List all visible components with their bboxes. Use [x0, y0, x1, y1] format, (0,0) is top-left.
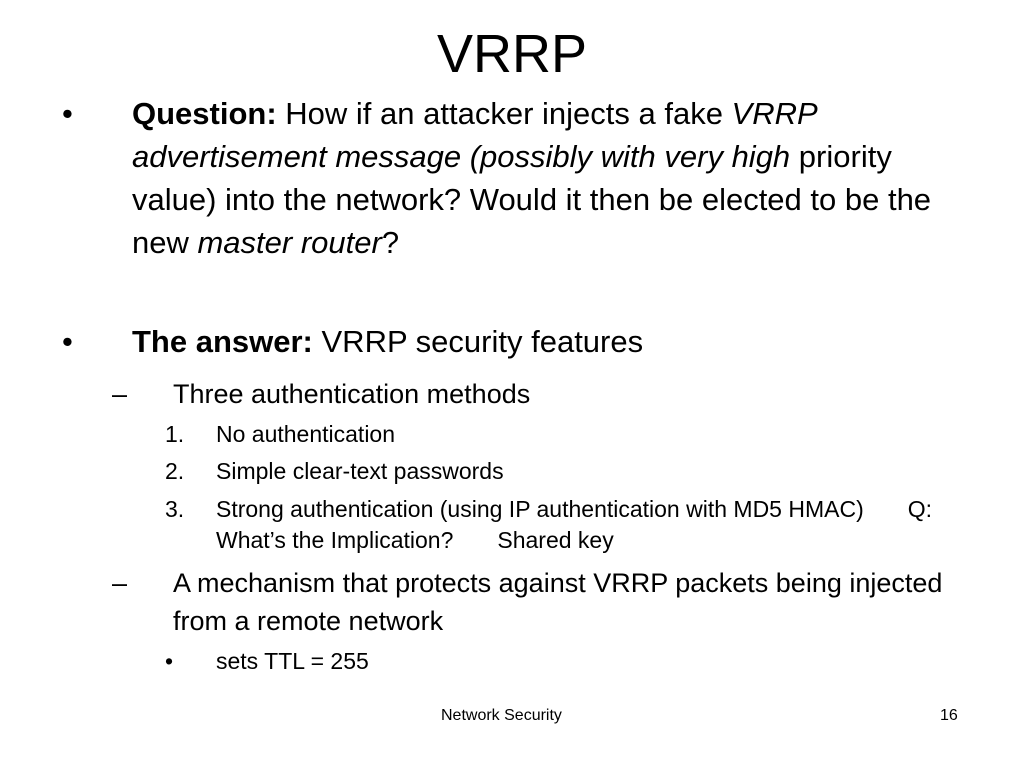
bullet-marker: • — [62, 324, 73, 359]
dash-marker: – — [112, 568, 128, 598]
slide-title: VRRP — [436, 24, 588, 84]
list-item-question: Q: What’s the Implication? — [216, 496, 933, 553]
sub-bullet-text: A mechanism that protects against VRRP packets being injected from a remote network — [173, 568, 943, 636]
footer-label: Network Security — [441, 707, 562, 724]
list-item-main: Strong authentication (using IP authentication with MD5 HMAC) — [216, 496, 864, 522]
question-text-part1: How if an attacker injects a fake — [276, 96, 732, 131]
page-number: 16 — [940, 707, 958, 724]
question-text — [132, 92, 962, 264]
question-text-part2: priority value) into the network? Would it then be elected to be the new — [132, 139, 932, 260]
question-label: Question: — [132, 96, 277, 131]
bullet-marker: • — [62, 96, 73, 131]
question-emphasis-2: master router — [197, 225, 382, 260]
question-emphasis-1: VRRP advertisement message (possibly with very high — [132, 96, 817, 174]
list-item-text: Simple clear-text passwords — [216, 458, 504, 484]
answer-text — [132, 320, 962, 363]
answer-body: VRRP security features — [312, 324, 644, 359]
answer-label: The answer: — [132, 324, 313, 359]
list-item-text — [216, 494, 946, 556]
list-item-text: sets TTL = 255 — [216, 648, 369, 674]
question-text-part3: ? — [381, 225, 400, 260]
list-item-text: No authentication — [216, 421, 396, 447]
bullet-marker: • — [165, 648, 174, 674]
list-number: 3. — [165, 496, 185, 522]
sub-bullet-text: Three authentication methods — [173, 379, 531, 409]
list-number: 2. — [165, 458, 185, 484]
list-item-note: Shared key — [497, 527, 614, 553]
list-number: 1. — [165, 421, 185, 447]
dash-marker: – — [112, 379, 128, 409]
